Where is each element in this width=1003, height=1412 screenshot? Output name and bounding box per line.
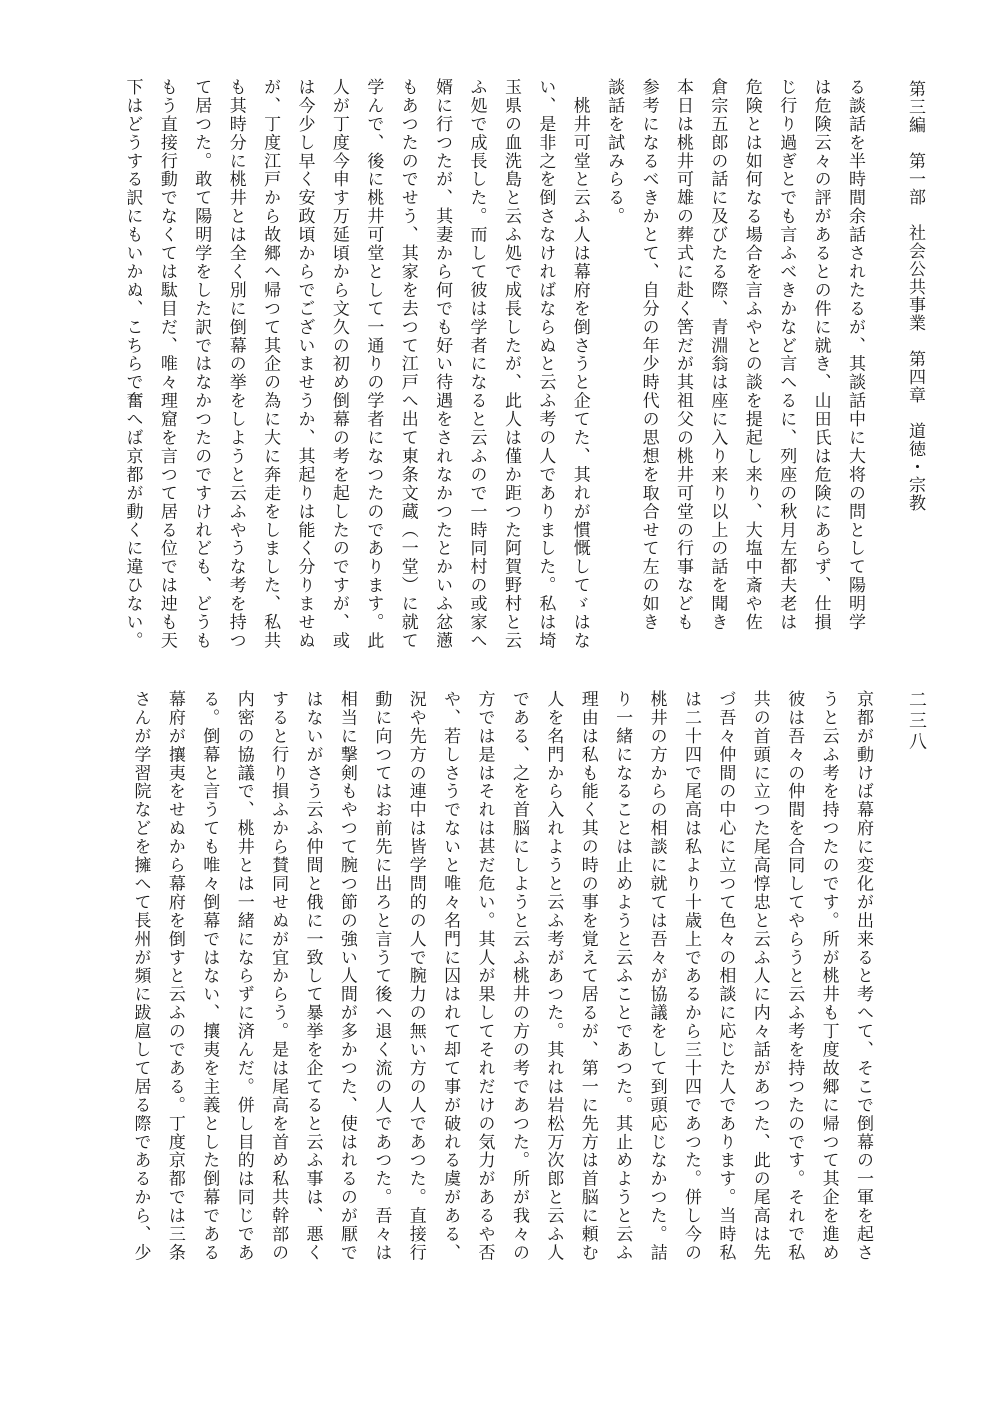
text-column: 参考になるべきかとて、自分の年少時代の思想を取合せて左の如き [638, 78, 659, 632]
text-column: が、丁度江戸から故郷へ帰つて其企の為に大に奔走をしました、私共 [260, 78, 281, 650]
text-column: 共の首頭に立つた尾高惇忠と云ふ人に内々話があつた、此の尾高は先 [749, 690, 770, 1262]
running-header: 第三編 第一部 社会公共事業 第四章 道徳・宗教 [905, 80, 925, 512]
text-column: も其時分に桃井とは全く別に倒幕の挙をしようと云ふやうな考を持つ [225, 78, 246, 650]
text-column: 相当に撃剣もやつて腕つ節の強い人間が多かつた、使はれるのが厭で [336, 690, 357, 1262]
text-column: さんが学習院などを擁へて長州が頻に跋扈して居る際であるから、少 [130, 690, 151, 1262]
text-column: 彼は吾々の仲間を合同してやらうと云ふ考を持つたのです。それで私 [784, 690, 805, 1262]
text-column: 倉宗五郎の話に及びたる際、青淵翁は座に入り来り以上の話を聞き [707, 78, 728, 632]
text-column: 危険とは如何なる場合を言ふやとの談を提起し来り、大塩中斎や佐 [741, 78, 762, 632]
text-column: 玉県の血洗島と云ふ処で成長したが、此人は僅か距つた阿賀野村と云 [500, 78, 521, 650]
text-column: 動に向つてはお前先に出ろと言うて後へ退く流の人であつた。吾々は [371, 690, 392, 1262]
text-column: は二十四で尾高は私より十歳上であるから三十四であつた。併し今の [680, 690, 701, 1262]
text-column: すると行り損ふから賛同せぬが宜からう。是は尾高を首め私共幹部の [268, 690, 289, 1262]
text-column: 婿に行つたが、其妻から何でも好い待遇をされなかつたとかいふ忿懣 [432, 78, 453, 650]
text-column: である、之を首脳にしようと云ふ桃井の方の考であつた。所が我々の [508, 690, 529, 1262]
text-column: じ行り過ぎとでも言ふべきかなど言へるに、列座の秋月左都夫老は [776, 78, 797, 632]
text-column: はないがさう云ふ仲間と俄に一致して暴挙を企てると云ふ事は、悪く [302, 690, 323, 1262]
text-column: は危険云々の評があるとの件に就き、山田氏は危険にあらず、仕損 [810, 78, 831, 632]
text-column: る談話を半時間余話されたるが、其談話中に大将の問として陽明学 [845, 78, 865, 632]
text-column: る。倒幕と言うても唯々倒幕ではない、攘夷を主義とした倒幕である [199, 690, 220, 1262]
text-column: づ吾々仲間の中心に立つて色々の相談に応じた人であります。当時私 [715, 690, 736, 1262]
text-column: 方では是はそれは甚だ危い。其人が果してそれだけの気力があるや否 [474, 690, 495, 1262]
text-column: 談話を試みらる。 [604, 78, 625, 226]
text-column: は今少し早く安政頃からでございませうか、其起りは能く分りませぬ [294, 78, 315, 650]
text-column: 桃井の方からの相談に就ては吾々が協議をして到頭応じなかつた。詰 [646, 690, 667, 1262]
text-column: 内密の協議で、桃井とは一緒にならずに済んだ。併し目的は同じであ [233, 690, 254, 1262]
text-column: 桃井可堂と云ふ人は幕府を倒さうと企てた、其れが慣慨してゞはな [569, 78, 590, 650]
text-column: て居つた。敢て陽明学をした訳ではなかつたのですけれども、どうも [191, 78, 212, 650]
text-column: 況や先方の連中は皆学問的の人で腕力の無い方の人であつた。直接行 [405, 690, 426, 1262]
text-column: ふ処で成長した。而して彼は学者になると云ふので一時同村の或家へ [466, 78, 487, 650]
text-column: 学んで、後に桃井可堂として一通りの学者になつたのであります。此 [363, 78, 384, 650]
text-column: い、是非之を倒さなければならぬと云ふ考の人でありました。私は埼 [535, 78, 556, 650]
text-column: や、若しさうでないと唯々名門に囚はれて却て事が破れる虞がある、 [440, 690, 461, 1262]
text-column: 幕府が攘夷をせぬから幕府を倒すと云ふのである。丁度京都では三条 [164, 690, 185, 1262]
upper-text-block [62, 78, 872, 683]
text-column: もう直接行動でなくては駄目だ、唯々理窟を言つて居る位では迚も天 [156, 78, 177, 650]
text-column: 人が丁度今申す万延頃から文久の初め倒幕の考を起したのですが、或 [328, 78, 349, 650]
text-column: 本日は桃井可雄の葬式に赴く筈だが其祖父の桃井可堂の行事なども [672, 78, 693, 632]
lower-text-block [78, 690, 880, 1298]
page-number: 二三八 [906, 690, 927, 753]
text-column: 京都が動けば幕府に変化が出来ると考へて、そこで倒幕の一軍を起さ [853, 690, 873, 1262]
text-column: 人を名門から入れようと云ふ考があつた。其れは岩松万次郎と云ふ人 [543, 690, 564, 1262]
text-column: うと云ふ考を持つたのです。所が桃井も丁度故郷に帰つて其企を進め [818, 690, 839, 1262]
text-column: 理由は私も能く其の時の事を覚えて居るが、第一に先方は首脳に頼む [577, 690, 598, 1262]
text-column: り一緒になることは止めようと云ふことであつた。其止めようと云ふ [612, 690, 633, 1262]
text-column: もあつたのでせう、其家を去つて江戸へ出て東条文蔵（一堂）に就て [397, 78, 418, 650]
text-column: 下はどうする訳にもいかぬ、こちらで奮へば京都が動くに違ひない。 [122, 78, 143, 650]
